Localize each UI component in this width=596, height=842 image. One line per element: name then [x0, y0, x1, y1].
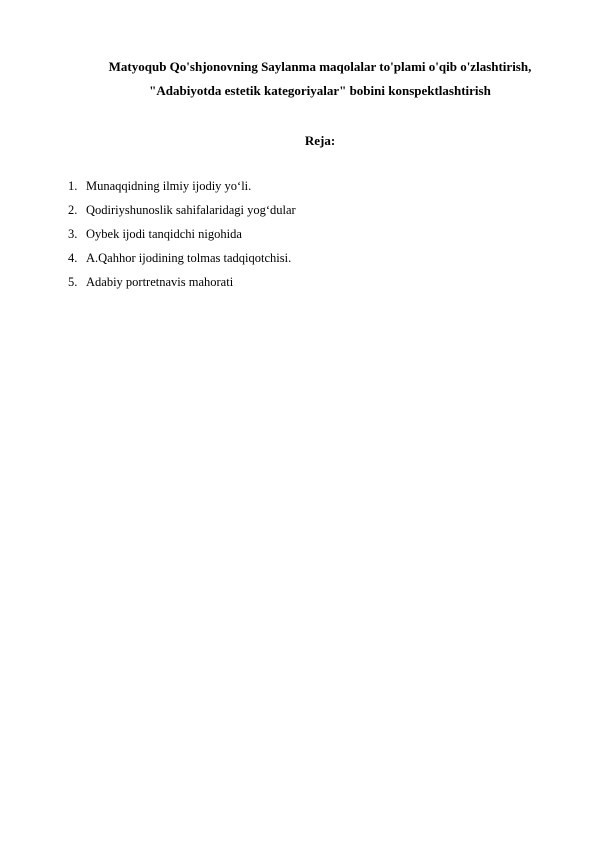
plan-item	[68, 202, 296, 218]
plan-item	[68, 226, 296, 242]
plan-item-text: Qodiriyshunoslik sahifalaridagi yog‘dular	[86, 203, 296, 217]
document-title-line-2: "Adabiyotda estetik kategoriyalar" bobini konspektlashtirish	[149, 83, 491, 98]
plan-item-number: 4.	[68, 251, 78, 265]
plan-list	[68, 178, 296, 298]
plan-item-number: 1.	[68, 179, 78, 193]
document-title-line-1: Matyoqub Qo'shjonovning Saylanma maqolalar to'plami o'qib o'zlashtirish,	[108, 59, 532, 74]
plan-item-text: Adabiy portretnavis mahorati	[86, 275, 234, 289]
plan-item-number: 2.	[68, 203, 78, 217]
plan-item-text: A.Qahhor ijodining tolmas tadqiqotchisi.	[86, 251, 292, 265]
plan-item-number: 5.	[68, 275, 78, 289]
plan-heading: Reja:	[304, 133, 336, 148]
plan-item-text: Oybek ijodi tanqidchi nigohida	[86, 227, 242, 241]
plan-item	[68, 178, 296, 194]
plan-item-number: 3.	[68, 227, 78, 241]
plan-item-text: Munaqqidning ilmiy ijodiy yo‘li.	[86, 179, 252, 193]
plan-item	[68, 250, 296, 266]
plan-item	[68, 274, 296, 290]
